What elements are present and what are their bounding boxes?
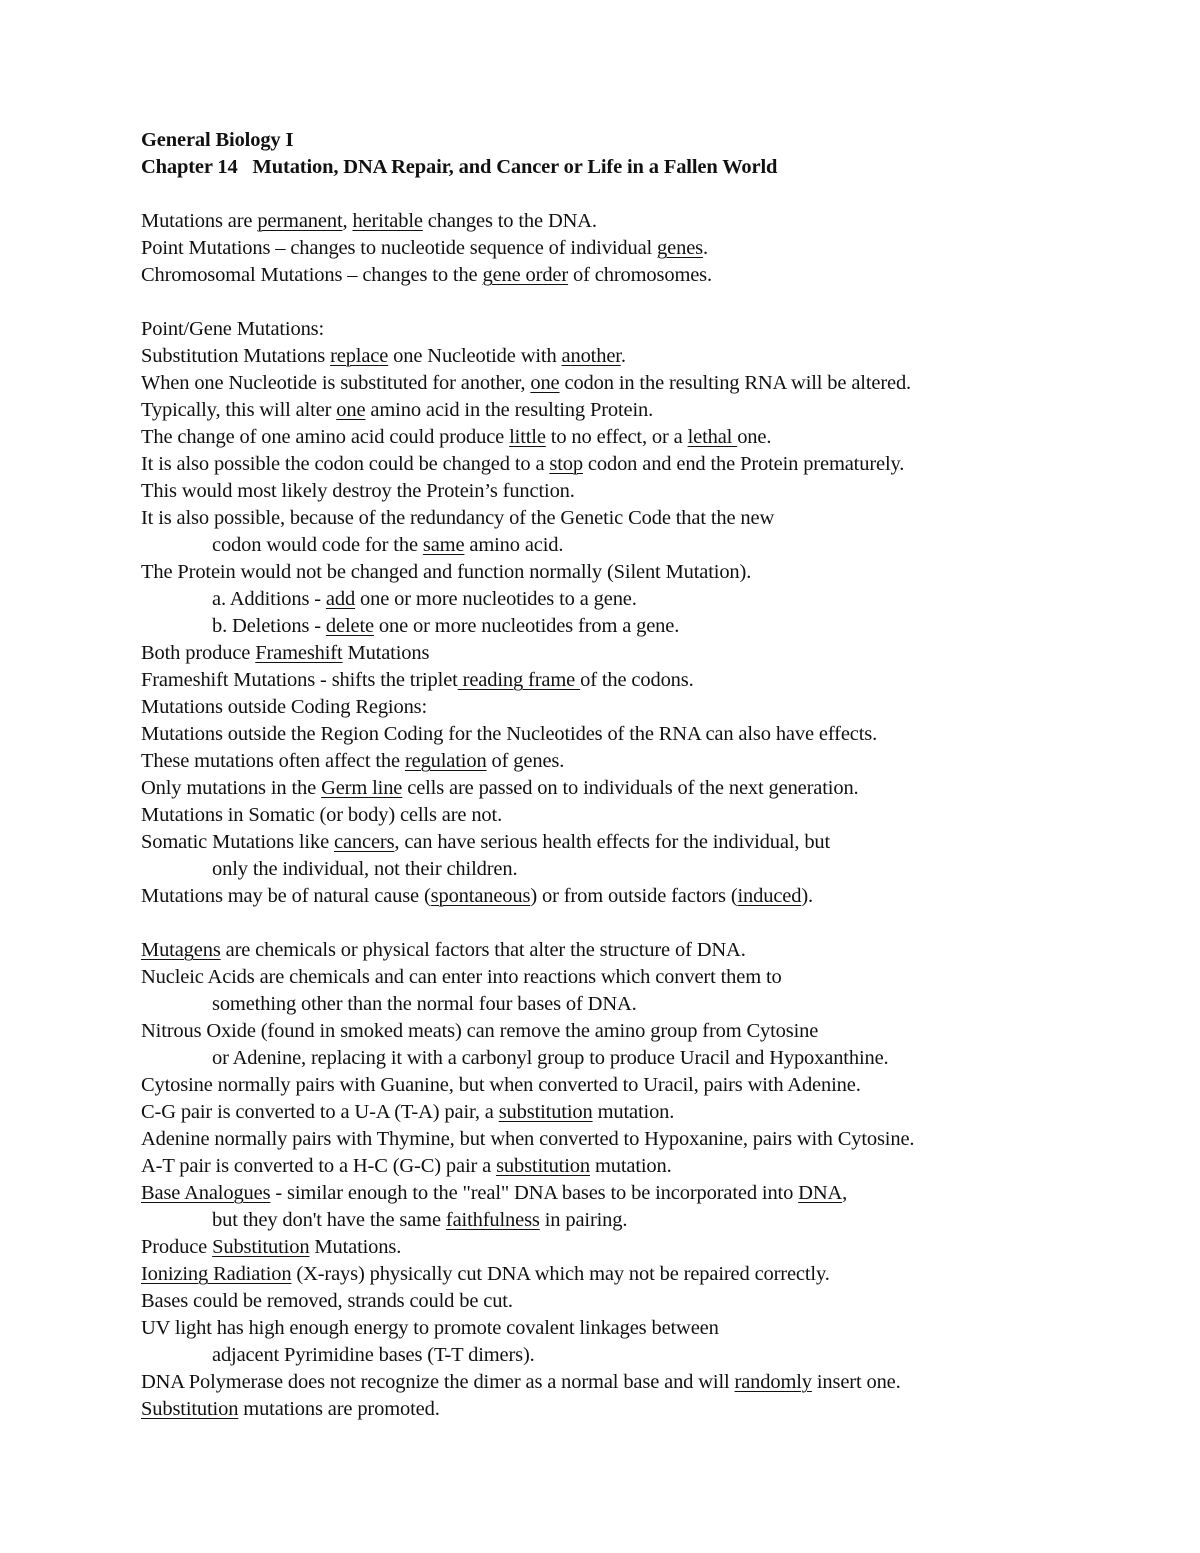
text-line [141, 1396, 1161, 1423]
underlined-term: stop [549, 453, 583, 475]
text-segment: codon would code for the [212, 534, 423, 556]
text-segment: A-T pair is converted to a H-C (G-C) pair a [141, 1155, 497, 1177]
text-line [141, 829, 1161, 856]
text-segment: codon and end the Protein prematurely. [582, 453, 905, 475]
text-line [141, 640, 1161, 667]
text-line-indented [141, 1207, 1161, 1234]
text-segment: Chapter 14 Mutation, DNA Repair, and Cancer or Life in a Fallen World [141, 156, 778, 178]
text-segment: something other than the normal four bases of DNA. [212, 993, 637, 1015]
underlined-term: reading frame [457, 669, 581, 691]
text-segment: one Nucleotide with [388, 345, 562, 367]
text-line-indented [141, 613, 1161, 640]
underlined-term: same [422, 534, 465, 556]
text-segment: It is also possible, because of the redundancy of the Genetic Code that the new [141, 507, 775, 529]
text-segment: amino acid in the resulting Protein. [365, 399, 654, 421]
text-segment: Mutations outside the Region Coding for the Nucleotides of the RNA can also have effects. [141, 723, 878, 745]
text-line [141, 1153, 1161, 1180]
underlined-term: add [325, 588, 356, 610]
text-segment: (X-rays) physically cut DNA which may not be repaired correctly. [291, 1263, 830, 1285]
blank-line [141, 910, 1161, 937]
text-line-indented [141, 1045, 1161, 1072]
text-segment: , [842, 1182, 848, 1204]
underlined-term: heritable [352, 210, 423, 232]
chapter-title [141, 154, 1161, 181]
text-segment: adjacent Pyrimidine bases (T-T dimers). [212, 1344, 535, 1366]
text-segment: These mutations often affect the [141, 750, 405, 772]
text-segment: . [702, 237, 708, 259]
text-segment: Mutations in Somatic (or body) cells are not. [141, 804, 503, 826]
text-line [141, 1126, 1161, 1153]
text-line [141, 559, 1161, 586]
text-segment: of genes. [486, 750, 565, 772]
text-line [141, 748, 1161, 775]
text-line [141, 262, 1161, 289]
text-segment: The Protein would not be changed and function normally (Silent Mutation). [141, 561, 752, 583]
underlined-term: Germ line [321, 777, 403, 799]
text-segment: mutation. [589, 1155, 672, 1177]
text-line [141, 1099, 1161, 1126]
underlined-term: Ionizing Radiation [141, 1263, 292, 1285]
text-segment: Chromosomal Mutations – changes to the [141, 264, 483, 286]
text-line [141, 424, 1161, 451]
text-segment: Point/Gene Mutations: [141, 318, 325, 340]
text-line [141, 1072, 1161, 1099]
underlined-term: lethal [687, 426, 738, 448]
text-segment: Only mutations in the [141, 777, 322, 799]
text-segment: one or more nucleotides to a gene. [355, 588, 637, 610]
blank-line [141, 289, 1161, 316]
text-segment: It is also possible the codon could be changed to a [141, 453, 550, 475]
document-body [141, 127, 1161, 1423]
text-segment: one or more nucleotides from a gene. [373, 615, 680, 637]
underlined-term: another [561, 345, 621, 367]
text-line [141, 964, 1161, 991]
text-line-indented [141, 1342, 1161, 1369]
text-line [141, 343, 1161, 370]
text-line-indented [141, 586, 1161, 613]
text-line [141, 505, 1161, 532]
course-title [141, 127, 1161, 154]
text-segment: Nitrous Oxide (found in smoked meats) can remove the amino group from Cytosine [141, 1020, 819, 1042]
text-segment: to no effect, or a [545, 426, 688, 448]
text-line [141, 208, 1161, 235]
text-line [141, 370, 1161, 397]
text-segment: Mutations. [309, 1236, 402, 1258]
text-line-indented [141, 991, 1161, 1018]
text-segment: Substitution Mutations [141, 345, 331, 367]
text-line [141, 1288, 1161, 1315]
text-segment: , can have serious health effects for the individual, but [394, 831, 831, 853]
text-segment: one. [737, 426, 772, 448]
underlined-term: one [530, 372, 560, 394]
text-segment: DNA Polymerase does not recognize the dimer as a normal base and will [141, 1371, 735, 1393]
underlined-term: permanent [257, 210, 343, 232]
text-segment: Bases could be removed, strands could be cut. [141, 1290, 513, 1312]
text-segment: . [620, 345, 626, 367]
text-line [141, 694, 1161, 721]
text-segment: Somatic Mutations like [141, 831, 334, 853]
text-segment: Mutations are [141, 210, 258, 232]
text-line-indented [141, 532, 1161, 559]
underlined-term: gene order [482, 264, 569, 286]
text-segment: , [342, 210, 353, 232]
underlined-term: cancers [334, 831, 395, 853]
text-segment: of chromosomes. [568, 264, 712, 286]
text-segment: Frameshift Mutations - shifts the triplet [141, 669, 458, 691]
text-line [141, 1369, 1161, 1396]
text-line [141, 775, 1161, 802]
text-segment: Adenine normally pairs with Thymine, but when converted to Hypoxanine, pairs with Cytosine. [141, 1128, 915, 1150]
text-segment: This would most likely destroy the Protein’s function. [141, 480, 575, 502]
text-line [141, 478, 1161, 505]
underlined-term: induced [737, 885, 802, 907]
text-segment: mutation. [592, 1101, 675, 1123]
text-segment: UV light has high enough energy to promote covalent linkages between [141, 1317, 719, 1339]
underlined-term: faithfulness [445, 1209, 540, 1231]
text-segment: - similar enough to the "real" DNA bases to be incorporated into [270, 1182, 799, 1204]
blank-line [141, 181, 1161, 208]
underlined-term: regulation [404, 750, 487, 772]
text-segment: only the individual, not their children. [212, 858, 518, 880]
text-segment: Point Mutations – changes to nucleotide sequence of individual [141, 237, 658, 259]
text-segment: changes to the DNA. [422, 210, 597, 232]
text-segment: Mutations outside Coding Regions: [141, 696, 428, 718]
underlined-term: little [509, 426, 546, 448]
text-segment: Cytosine normally pairs with Guanine, but when converted to Uracil, pairs with Adenine. [141, 1074, 861, 1096]
text-segment: ) or from outside factors ( [530, 885, 738, 907]
text-segment: amino acid. [464, 534, 564, 556]
text-line [141, 1234, 1161, 1261]
text-line [141, 235, 1161, 262]
text-segment: Nucleic Acids are chemicals and can enter into reactions which convert them to [141, 966, 782, 988]
text-line [141, 937, 1161, 964]
text-segment: are chemicals or physical factors that alter the structure of DNA. [220, 939, 746, 961]
text-line-indented [141, 856, 1161, 883]
text-segment: b. Deletions - [212, 615, 326, 637]
text-line [141, 1018, 1161, 1045]
underlined-term: substitution [496, 1155, 590, 1177]
underlined-term: Substitution [141, 1398, 239, 1420]
text-segment: insert one. [811, 1371, 901, 1393]
text-line [141, 316, 1161, 343]
text-segment: codon in the resulting RNA will be altered. [559, 372, 912, 394]
text-segment: The change of one amino acid could produce [141, 426, 510, 448]
text-segment: mutations are promoted. [238, 1398, 440, 1420]
text-line [141, 451, 1161, 478]
text-segment: Produce [141, 1236, 213, 1258]
underlined-term: one [336, 399, 366, 421]
text-segment: ). [801, 885, 813, 907]
underlined-term: genes [657, 237, 703, 259]
text-segment: of the codons. [580, 669, 694, 691]
text-line [141, 1315, 1161, 1342]
underlined-term: replace [330, 345, 389, 367]
text-line [141, 883, 1161, 910]
underlined-term: Base Analogues [141, 1182, 271, 1204]
text-line [141, 667, 1161, 694]
underlined-term: randomly [734, 1371, 812, 1393]
text-segment: When one Nucleotide is substituted for another, [141, 372, 531, 394]
text-line [141, 397, 1161, 424]
text-line [141, 1261, 1161, 1288]
text-segment: or Adenine, replacing it with a carbonyl group to produce Uracil and Hypoxanthine. [212, 1047, 889, 1069]
text-segment: cells are passed on to individuals of the next generation. [402, 777, 859, 799]
text-segment: Mutations may be of natural cause ( [141, 885, 431, 907]
text-segment: in pairing. [539, 1209, 628, 1231]
underlined-term: Frameshift [255, 642, 343, 664]
underlined-term: Mutagens [141, 939, 221, 961]
text-segment: a. Additions - [212, 588, 326, 610]
text-line [141, 721, 1161, 748]
text-segment: Mutations [342, 642, 430, 664]
text-segment: Both produce [141, 642, 256, 664]
underlined-term: substitution [498, 1101, 593, 1123]
text-line [141, 802, 1161, 829]
text-segment: General Biology I [141, 129, 294, 151]
underlined-term: DNA [798, 1182, 843, 1204]
underlined-term: delete [325, 615, 374, 637]
text-segment: but they don't have the same [212, 1209, 446, 1231]
text-segment: Typically, this will alter [141, 399, 337, 421]
underlined-term: Substitution [212, 1236, 310, 1258]
text-line [141, 1180, 1161, 1207]
underlined-term: spontaneous [430, 885, 531, 907]
text-segment: C-G pair is converted to a U-A (T-A) pair, a [141, 1101, 499, 1123]
